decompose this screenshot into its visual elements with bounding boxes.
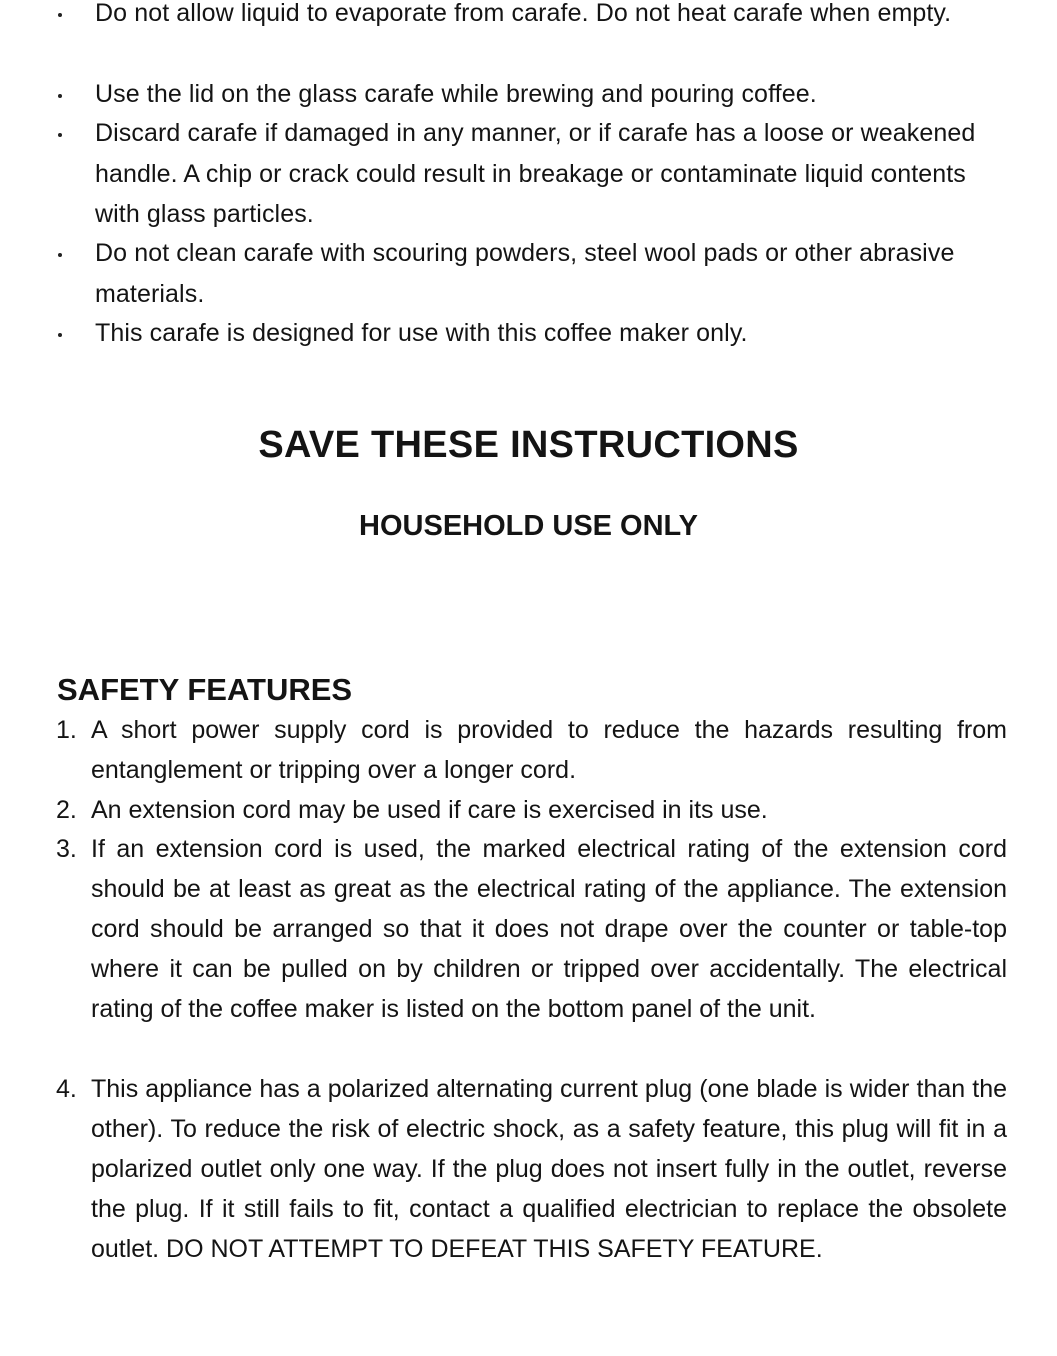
bullet-dot-icon <box>58 13 62 17</box>
save-instructions-title: SAVE THESE INSTRUCTIONS <box>258 424 799 466</box>
item-number: 4. <box>56 1075 77 1103</box>
bullet-text: Do not clean carafe with scouring powders, steel wool pads or other abrasive materials. <box>95 239 955 308</box>
safety-features-heading: SAFETY FEATURES <box>57 672 353 707</box>
bullet-dot-icon <box>58 133 62 137</box>
item-number: 3. <box>56 835 77 863</box>
item-number: 1. <box>56 716 77 744</box>
bullet-dot-icon <box>58 253 62 257</box>
bullet-text: This carafe is designed for use with this coffee maker only. <box>95 319 748 347</box>
item-text: This appliance has a polarized alternating current plug (one blade is wider than the other). To reduce the risk of electric shock, as a safety feature, this plug will fit in a polarized outlet only one way. If the plug does not insert fully in the outlet, reverse the plug. If it still fails to fit, contact a qualified electrician to replace the obsolete outlet. DO NOT ATTEMPT TO DEFEAT THIS SAFETY FEATURE. <box>91 1075 1007 1263</box>
bullet-text: Discard carafe if damaged in any manner, or if carafe has a loose or weakened handle. A chip or crack could result in breakage or contaminate liquid contents with glass particles. <box>95 119 976 228</box>
item-text: If an extension cord is used, the marked electrical rating of the extension cord should be at least as great as the electrical rating of the appliance. The extension cord should be arranged so that it does not drape over the counter or table-top where it can be pulled on by children or tripped over accidentally. The electrical rating of the coffee maker is listed on the bottom panel of the unit. <box>91 835 1007 1023</box>
bullet-dot-icon <box>58 333 62 337</box>
item-number: 2. <box>56 796 77 824</box>
bullet-text: Do not allow liquid to evaporate from carafe. Do not heat carafe when empty. <box>95 0 952 27</box>
item-text: A short power supply cord is provided to reduce the hazards resulting from entanglement or tripping over a longer cord. <box>91 716 1007 784</box>
bullet-dot-icon <box>58 94 62 98</box>
bullet-text: Use the lid on the glass carafe while brewing and pouring coffee. <box>95 80 817 108</box>
household-use-subtitle: HOUSEHOLD USE ONLY <box>359 510 698 542</box>
item-text: An extension cord may be used if care is exercised in its use. <box>91 796 768 824</box>
